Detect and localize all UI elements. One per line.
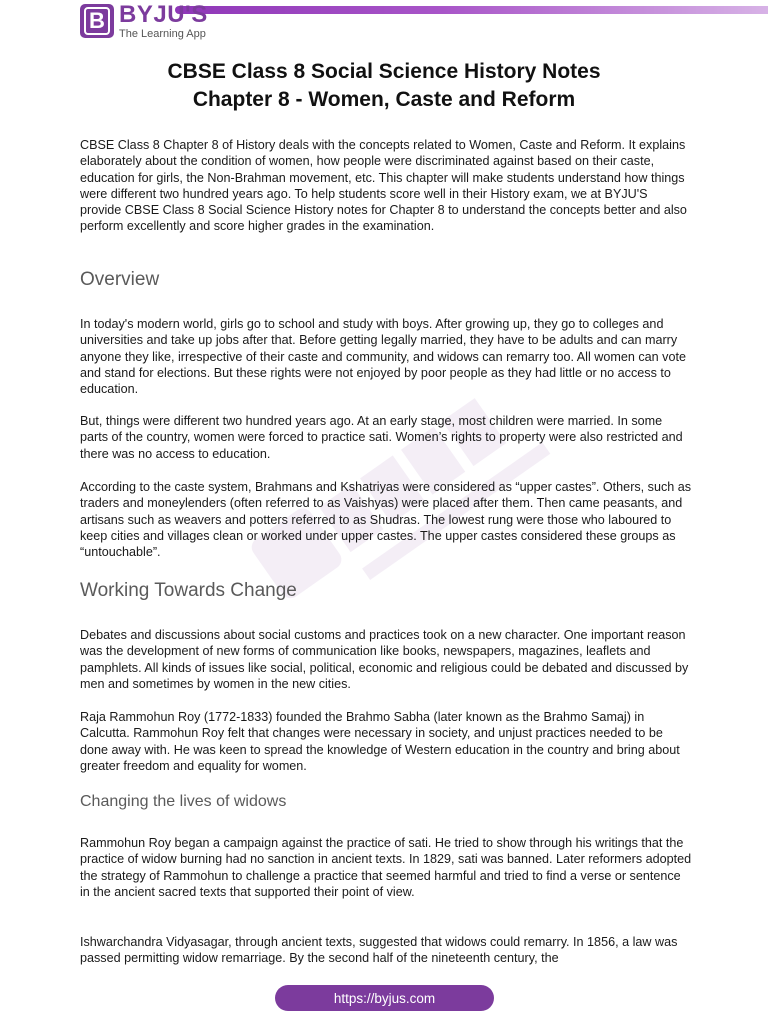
section-heading-working-towards-change: Working Towards Change [80, 580, 297, 601]
change-paragraph-2: Raja Rammohun Roy (1772-1833) founded the Brahmo Sabha (later known as the Brahmo Samaj) in Calcutta. Rammohun Roy felt that changes were necessary in society, and unjust practices needed to be done away with. He was keen to spread the knowledge of Western education in the country and bring about greater freedom and equality for women. [80, 710, 680, 773]
change-paragraph-1: Debates and discussions about social customs and practices took on a new character. One important reason was the development of new forms of communication like books, newspapers, magazines, leaflets and pamphlets. All kinds of issues like social, political, economic and religious could be debated and discussed by men and sometimes by women in the new cities. [80, 628, 689, 691]
byjus-logo-icon [80, 4, 114, 38]
section-heading-overview: Overview [80, 269, 160, 290]
document-title-line-2: Chapter 8 - Women, Caste and Reform [192, 88, 576, 111]
footer-url-text: https://byjus.com [333, 990, 436, 1006]
footer-url-link[interactable] [275, 985, 494, 1011]
overview-paragraph-1: In today's modern world, girls go to school and study with boys. After growing up, they go to colleges and universities and take up jobs after that. Before getting legally married, they have to be adults and can marry anyone they like, irrespective of their caste and community, and widows can remarry too. All women can vote and stand for elections. But these rights were not enjoyed by poor people as they had little or no access to education. [80, 317, 686, 397]
section-heading-changing-lives-of-widows: Changing the lives of widows [80, 793, 287, 810]
brand-tagline: The Learning App [119, 28, 206, 40]
brand-block [119, 2, 208, 40]
header-accent-bar [175, 6, 768, 14]
document-title-line-1: CBSE Class 8 Social Science History Notes [167, 60, 601, 83]
brand-name: BYJU'S [119, 1, 208, 28]
page-header [0, 0, 768, 46]
intro-paragraph: CBSE Class 8 Chapter 8 of History deals with the concepts related to Women, Caste and Reform. It explains elaborately about the condition of women, how people were discriminated against based on their caste, education for girls, the Non-Brahman movement, etc. This chapter will make students understand how things were different two hundred years ago. To help students score well in their History exam, we at BYJU'S provide CBSE Class 8 Social Science History notes for Chapter 8 to understand the concepts better and also perform excellently and score higher grades in the examination. [80, 138, 687, 234]
widows-paragraph-1: Rammohun Roy began a campaign against the practice of sati. He tried to show through his writings that the practice of widow burning had no sanction in ancient texts. In 1829, sati was banned. Later reformers adopted the strategy of Rammohun to challenge a practice that seemed harmful and tried to find a verse or sentence in the ancient sacred texts that supported their point of view. [80, 836, 692, 899]
logo-letter: B [84, 7, 110, 35]
overview-paragraph-3: According to the caste system, Brahmans and Kshatriyas were considered as “upper castes”. Others, such as traders and moneylenders (often referred to as Vaishyas) were placed after them. Then came peasants, and artisans such as weavers and potters referred to as Shudras. The lowest rung were those who laboured to keep cities and villages clean or worked under upper castes. The upper castes considered these groups as “untouchable”. [80, 480, 692, 560]
overview-paragraph-2: But, things were different two hundred years ago. At an early stage, most children were married. In some parts of the country, women were forced to practice sati. Women’s rights to property were also restricted and there was no access to education. [80, 414, 683, 461]
widows-paragraph-2: Ishwarchandra Vidyasagar, through ancient texts, suggested that widows could remarry. In 1856, a law was passed permitting widow remarriage. By the second half of the nineteenth century, the [80, 935, 678, 966]
